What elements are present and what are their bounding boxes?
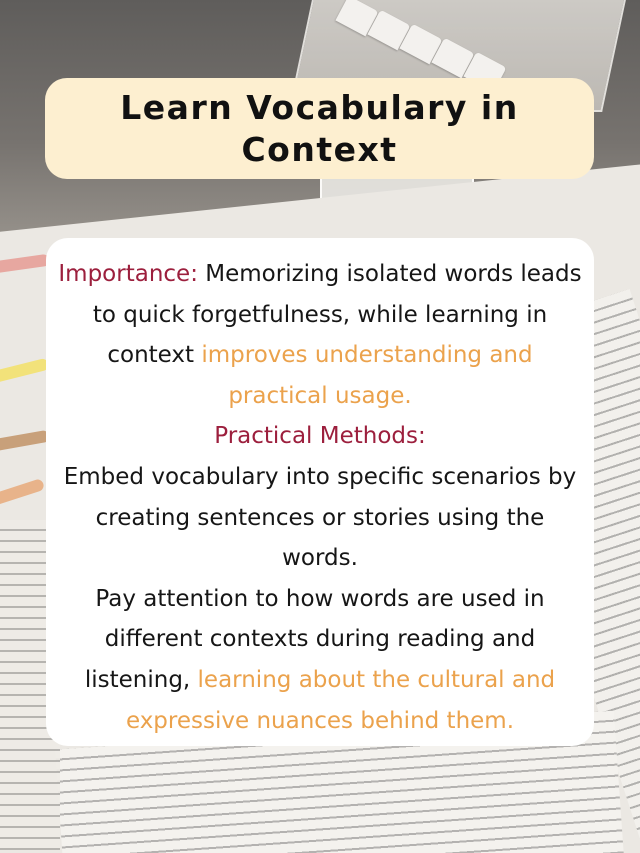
content-card [46, 238, 594, 746]
importance-text: Memorizing isolated words leads to quick forgetfulness, while learning in context [92, 261, 582, 369]
method-item-1: Embed vocabulary into specific scenarios by creating sentences or stories using the words. [63, 463, 577, 572]
title-card [45, 78, 594, 179]
method-item-2-text: Pay attention to how words are used in different contexts during reading and listening, [84, 585, 545, 693]
importance-highlight: improves understanding and practical usage. [201, 342, 533, 409]
importance-label: Importance: [58, 261, 198, 287]
method-item-2-highlight: learning about the cultural and expressive nuances behind them. [125, 666, 556, 734]
method-item-2 [56, 579, 584, 741]
methods-heading: Practical Methods: [214, 423, 426, 450]
page-title: Learn Vocabulary in Context [120, 87, 519, 169]
importance-paragraph [56, 254, 584, 416]
